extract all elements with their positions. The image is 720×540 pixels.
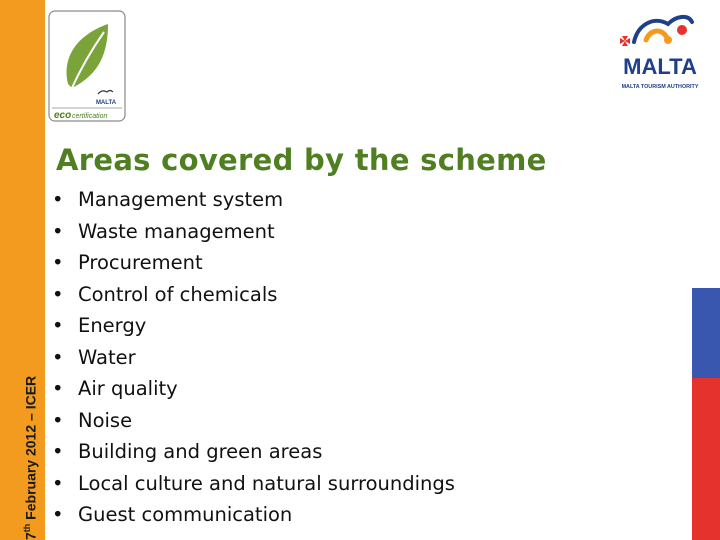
bullet-list xyxy=(52,184,455,531)
bullet-dot: • xyxy=(52,377,64,400)
svg-text:MALTA TOURISM AUTHORITY: MALTA TOURISM AUTHORITY xyxy=(621,84,699,90)
bullet-text: Noise xyxy=(78,408,133,432)
bullet-text: Air quality xyxy=(78,377,178,400)
bullet-text: Procurement xyxy=(78,251,203,274)
svg-text:eco: eco xyxy=(54,110,72,121)
bullet-item xyxy=(52,247,455,279)
bullet-dot: • xyxy=(52,471,64,495)
bullet-item xyxy=(52,499,455,531)
bullet-text: Energy xyxy=(78,314,147,337)
svg-text:MALTA: MALTA xyxy=(623,54,697,79)
bullet-text: Waste management xyxy=(78,219,275,243)
bullet-dot: • xyxy=(52,408,64,432)
svg-text:certification: certification xyxy=(72,113,108,120)
bullet-dot: • xyxy=(52,440,64,463)
date-event-label: 7th February 2012 – ICER xyxy=(22,375,39,540)
bullet-item xyxy=(52,184,455,216)
bullet-item xyxy=(52,310,455,342)
bullet-text: Local culture and natural surroundings xyxy=(78,471,455,495)
bullet-text: Guest communication xyxy=(78,503,293,526)
bullet-dot: • xyxy=(52,188,64,211)
bullet-dot: • xyxy=(52,503,64,526)
maltese-cross-icon xyxy=(620,36,630,46)
malta-tourism-authority-logo xyxy=(608,10,708,92)
flag-red-stripe xyxy=(692,378,720,540)
bullet-text: Control of chemicals xyxy=(78,282,278,306)
svg-text:MALTA: MALTA xyxy=(95,100,117,106)
bullet-text: Building and green areas xyxy=(78,440,323,463)
bullet-item xyxy=(52,279,455,311)
bullet-text: Water xyxy=(78,345,136,369)
bullet-item xyxy=(52,436,455,468)
bullet-item xyxy=(52,342,455,374)
bullet-dot: • xyxy=(52,314,64,337)
bullet-item xyxy=(52,373,455,405)
bullet-item xyxy=(52,405,455,437)
bullet-dot: • xyxy=(52,345,64,369)
eco-certification-logo xyxy=(48,10,126,122)
bullet-item xyxy=(52,468,455,500)
flag-blue-stripe xyxy=(692,288,720,378)
bullet-dot: • xyxy=(52,282,64,306)
bullet-dot: • xyxy=(52,219,64,243)
bullet-text: Management system xyxy=(78,188,284,211)
bullet-item xyxy=(52,216,455,248)
slide-title: Areas covered by the scheme xyxy=(56,143,547,177)
bullet-dot: • xyxy=(52,251,64,274)
